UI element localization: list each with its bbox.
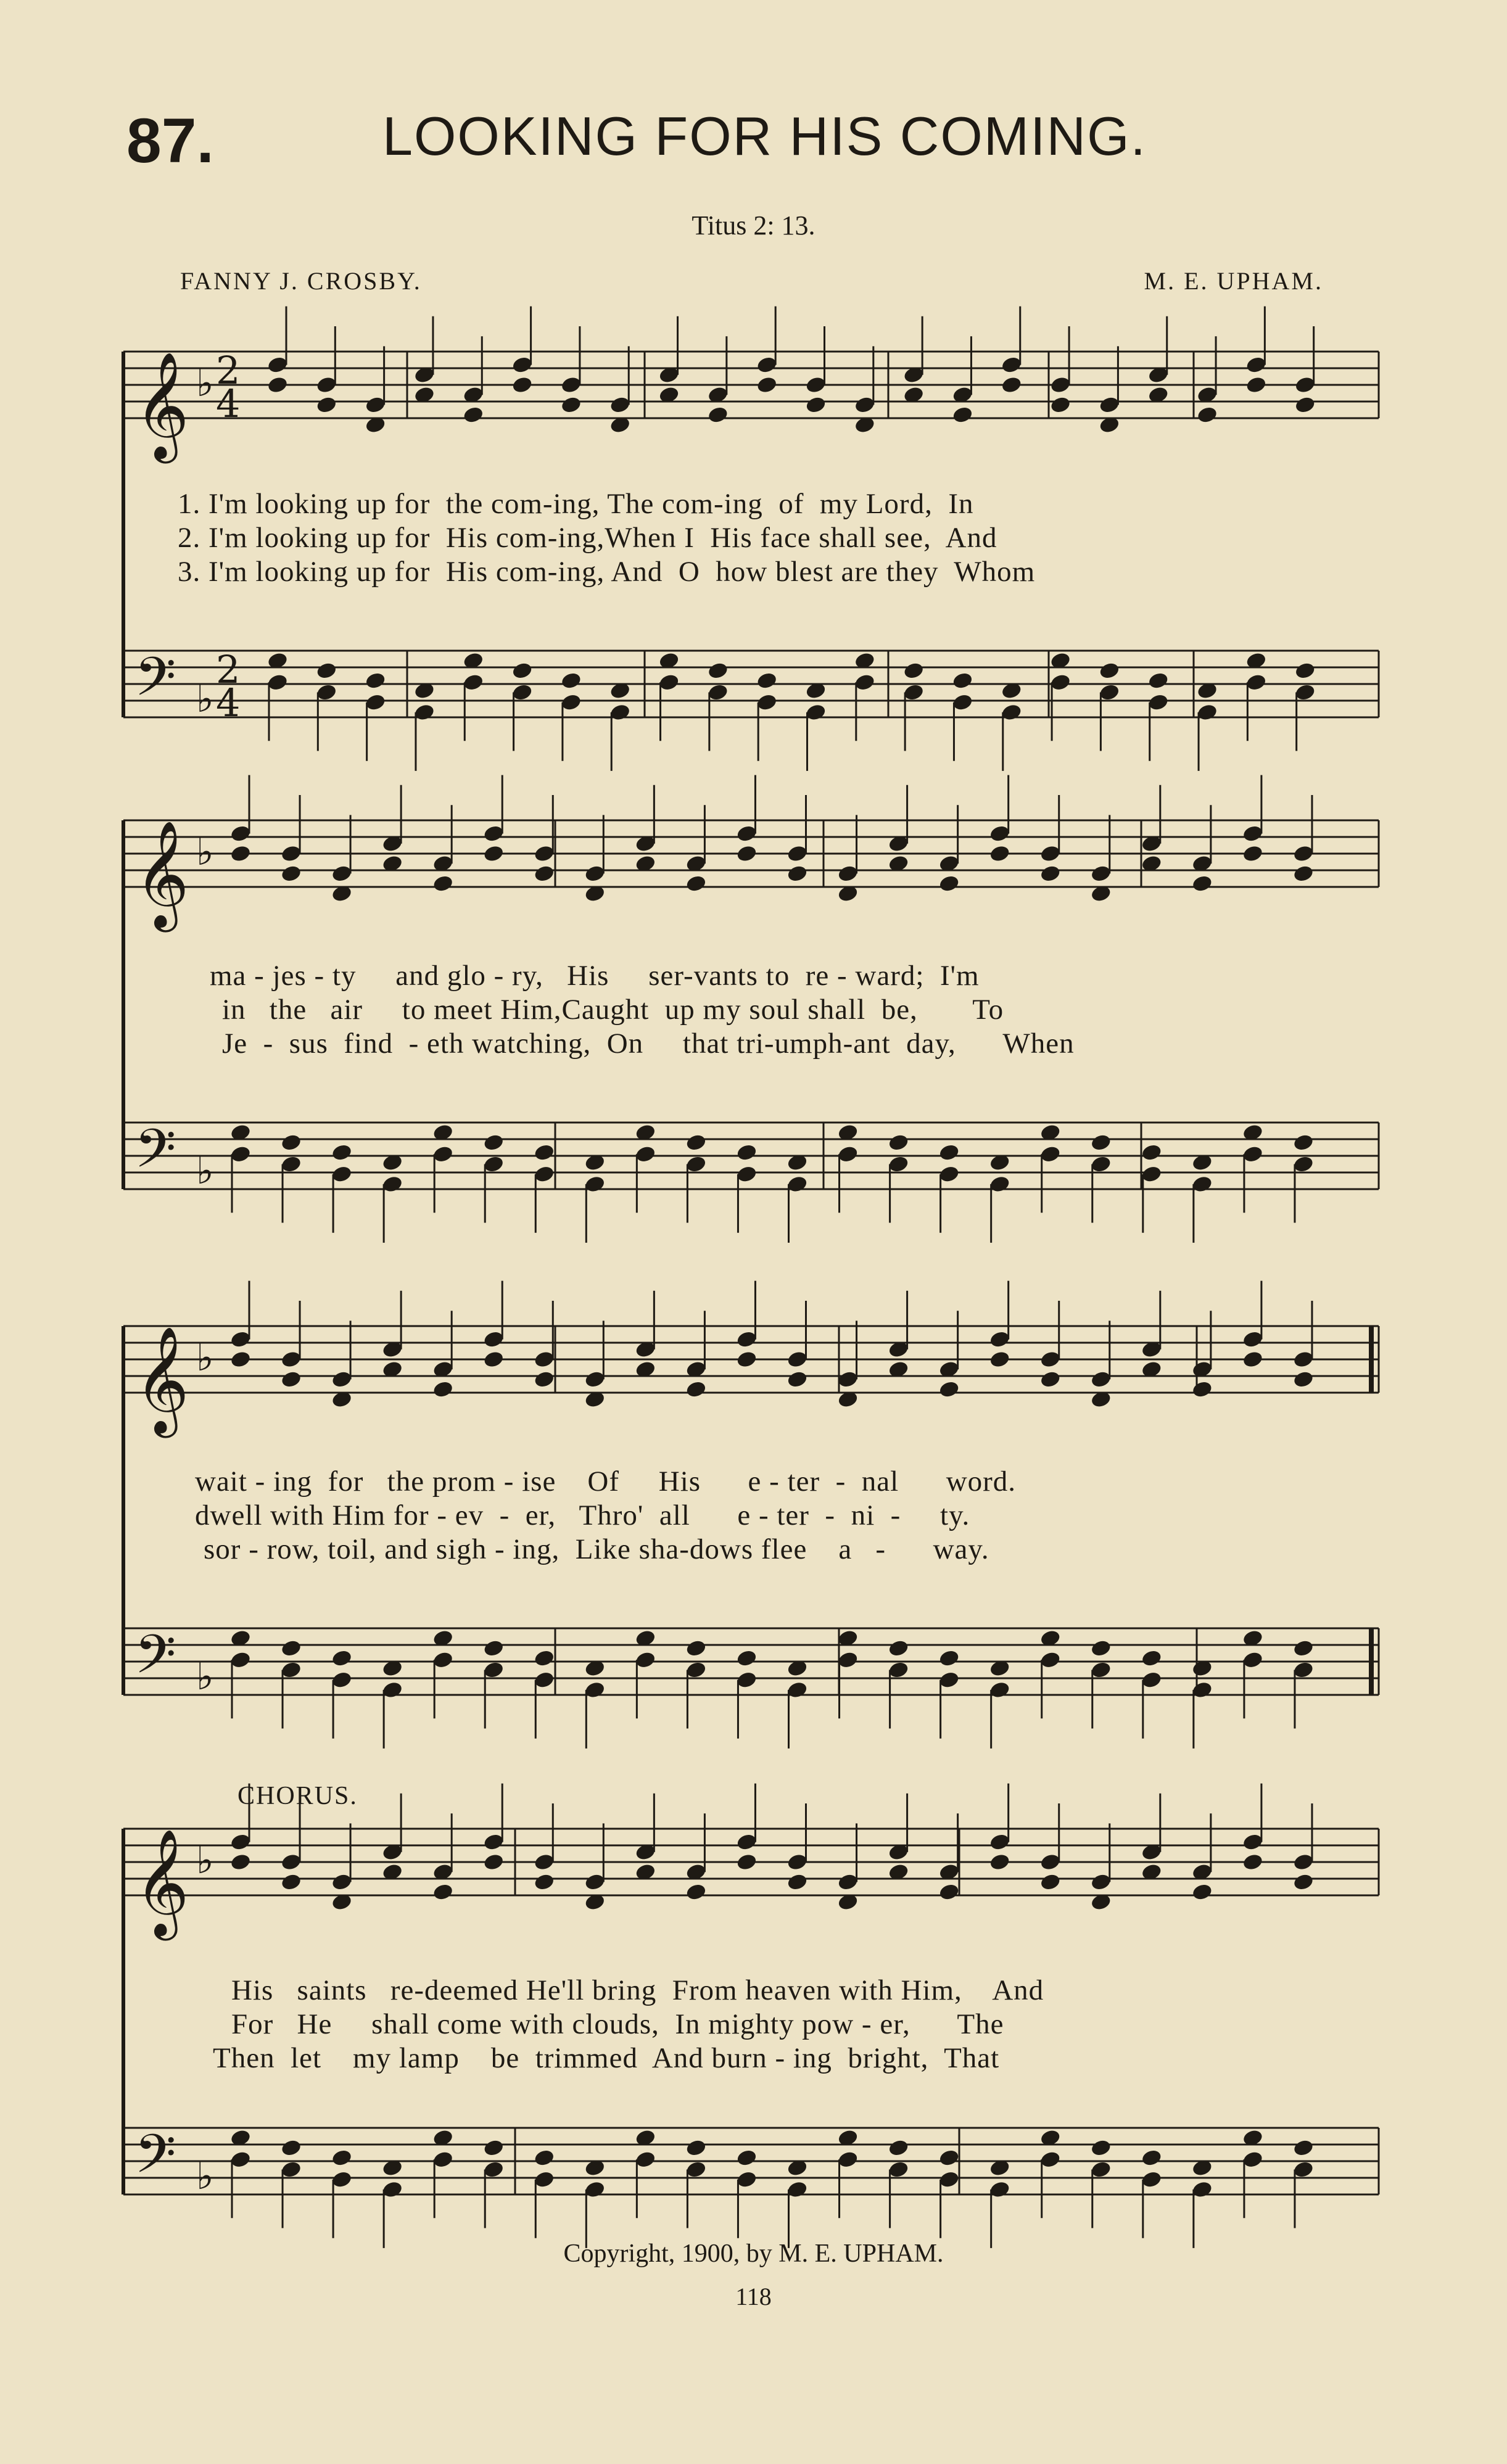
note-head [787, 1370, 809, 1389]
note-head [482, 844, 505, 863]
note-head [1196, 405, 1218, 424]
note-head [432, 874, 454, 893]
time-signature-icon: 2 [216, 647, 241, 692]
note-head [685, 874, 708, 893]
note-head [280, 2138, 302, 2157]
note-head [511, 376, 534, 395]
note-head [533, 1143, 555, 1162]
note-head [888, 1133, 910, 1152]
lyric-line-v1-s3: wait - ing for the prom - ise Of His e - ter - nal word. [195, 1465, 1017, 1498]
lyric-line-v1-s2: ma - jes - ty and glo - ry, His ser-vants to re - ward; I'm [210, 960, 980, 992]
note-head [280, 1873, 302, 1892]
note-head [533, 1649, 555, 1668]
note-head [432, 1882, 454, 1902]
note-head [1242, 844, 1264, 863]
note-head [1090, 2138, 1112, 2157]
note-head [331, 2148, 353, 2167]
note-head [1039, 864, 1062, 883]
note-head [1141, 1143, 1163, 1162]
note-head [1090, 1133, 1112, 1152]
note-head [280, 864, 302, 883]
note-head [1294, 661, 1316, 680]
note-head [315, 661, 337, 680]
note-head [1292, 864, 1315, 883]
time-signature-icon: 4 [216, 381, 241, 426]
note-head [560, 671, 582, 690]
note-head [1039, 1873, 1062, 1892]
copyright-notice: Copyright, 1900, by M. E. UPHAM. [563, 2239, 944, 2268]
note-head [1294, 395, 1316, 414]
flat-icon: ♭ [196, 362, 214, 405]
note-head [805, 395, 827, 414]
note-head [1245, 376, 1268, 395]
note-head [229, 1350, 252, 1369]
treble-clef-icon: 𝄞 [134, 1326, 189, 1433]
scripture-reference: Titus 2: 13. [692, 210, 815, 241]
note-head [1292, 1873, 1315, 1892]
note-head [533, 1873, 555, 1892]
note-head [787, 864, 809, 883]
note-head [511, 661, 534, 680]
note-head [533, 1370, 555, 1389]
bass-clef-icon: 𝄢 [134, 1118, 176, 1193]
note-head [1099, 661, 1121, 680]
note-head [938, 1380, 960, 1399]
lyric-line-v2-s3: dwell with Him for - ev - er, Thro' all e - ter - ni - ty. [195, 1499, 970, 1531]
treble-clef-icon: 𝄞 [134, 820, 189, 928]
lyric-line-v3-s1: 3. I'm looking up for His com-ing, And O how blest are they Whom [178, 556, 1036, 588]
lyric-line-v2-s1: 2. I'm looking up for His com-ing,When I His face shall see, And [178, 522, 997, 554]
flat-icon: ♭ [196, 678, 214, 721]
note-head [707, 661, 729, 680]
note-head [280, 1639, 302, 1658]
note-head [533, 864, 555, 883]
note-head [685, 1882, 708, 1902]
note-head [533, 2148, 555, 2167]
note-head [229, 1853, 252, 1872]
note-head [736, 844, 758, 863]
flat-icon: ♭ [196, 1655, 214, 1699]
flat-icon: ♭ [196, 1150, 214, 1193]
bass-clef-icon: 𝄢 [134, 1623, 176, 1699]
note-head [1242, 1853, 1264, 1872]
time-signature-icon: 4 [216, 680, 241, 725]
chorus-label: CHORUS. [237, 1782, 358, 1810]
note-head [756, 671, 778, 690]
note-head [736, 2148, 758, 2167]
note-head [266, 376, 289, 395]
treble-clef-icon: 𝄞 [134, 1829, 189, 1936]
note-head [989, 1853, 1011, 1872]
note-head [482, 1853, 505, 1872]
note-head [938, 1143, 960, 1162]
treble-clef-icon: 𝄞 [134, 352, 189, 459]
note-head [888, 1639, 910, 1658]
note-head [1242, 1350, 1264, 1369]
note-head [736, 1143, 758, 1162]
note-head [1141, 1649, 1163, 1668]
lyric-line-v3-s3: sor - row, toil, and sigh - ing, Like sha-dows flee a - way. [204, 1533, 989, 1565]
note-head [756, 376, 778, 395]
note-head [707, 405, 729, 424]
note-head [331, 1649, 353, 1668]
note-head [482, 1350, 505, 1369]
bass-clef-icon: 𝄢 [134, 2123, 176, 2198]
note-head [1292, 1370, 1315, 1389]
note-head [989, 844, 1011, 863]
note-head [229, 844, 252, 863]
time-signature-icon: 2 [216, 348, 241, 393]
note-head [685, 1639, 708, 1658]
note-head [685, 2138, 708, 2157]
note-head [280, 1133, 302, 1152]
note-head [888, 2138, 910, 2157]
note-head [902, 661, 925, 680]
lyric-line-v1-s4: His saints re-deemed He'll bring From heaven with Him, And [231, 1974, 1044, 2006]
note-head [787, 1873, 809, 1892]
note-head [280, 1370, 302, 1389]
note-head [938, 2148, 960, 2167]
note-head [736, 1649, 758, 1668]
note-head [1292, 1639, 1315, 1658]
note-head [1292, 1133, 1315, 1152]
note-head [365, 671, 387, 690]
hymn-number: 87. [126, 105, 214, 176]
bass-clef-icon: 𝄢 [134, 646, 176, 721]
lyric-line-v2-s4: For He shall come with clouds, In mighty pow - er, The [231, 2008, 1004, 2040]
composer-credit: M. E. UPHAM. [1144, 267, 1323, 295]
note-head [1141, 2148, 1163, 2167]
note-head [1191, 874, 1213, 893]
note-head [462, 405, 484, 424]
note-head [482, 2138, 505, 2157]
lyric-line-v1-s1: 1. I'm looking up for the com-ing, The com-ing of my Lord, In [178, 488, 974, 520]
note-head [952, 671, 974, 690]
note-head [331, 1143, 353, 1162]
lyric-line-v3-s4: Then let my lamp be trimmed And burn - ing bright, That [213, 2042, 1000, 2074]
note-head [432, 1380, 454, 1399]
page-number: 118 [735, 2283, 772, 2310]
note-head [1090, 1639, 1112, 1658]
note-head [1049, 395, 1071, 414]
note-head [482, 1639, 505, 1658]
note-head [315, 395, 337, 414]
flat-icon: ♭ [196, 1839, 214, 1882]
note-head [1191, 1380, 1213, 1399]
note-head [989, 1350, 1011, 1369]
note-head [736, 1853, 758, 1872]
note-head [482, 1133, 505, 1152]
note-head [685, 1380, 708, 1399]
note-head [685, 1133, 708, 1152]
note-head [1292, 2138, 1315, 2157]
note-head [560, 395, 582, 414]
author-credit: FANNY J. CROSBY. [180, 267, 422, 295]
lyric-line-v2-s2: in the air to meet Him,Caught up my soul shall be, To [222, 994, 1004, 1026]
note-head [1001, 376, 1023, 395]
note-head [1191, 1882, 1213, 1902]
note-head [938, 1882, 960, 1902]
note-head [952, 405, 974, 424]
note-head [1039, 1370, 1062, 1389]
note-head [736, 1350, 758, 1369]
note-head [938, 874, 960, 893]
note-head [1147, 671, 1170, 690]
lyric-line-v3-s2: Je - sus find - eth watching, On that tri-umph-ant day, When [222, 1028, 1075, 1060]
hymn-title: LOOKING FOR HIS COMING. [382, 105, 1147, 167]
flat-icon: ♭ [196, 831, 214, 874]
note-head [938, 1649, 960, 1668]
flat-icon: ♭ [196, 1337, 214, 1380]
flat-icon: ♭ [196, 2155, 214, 2198]
